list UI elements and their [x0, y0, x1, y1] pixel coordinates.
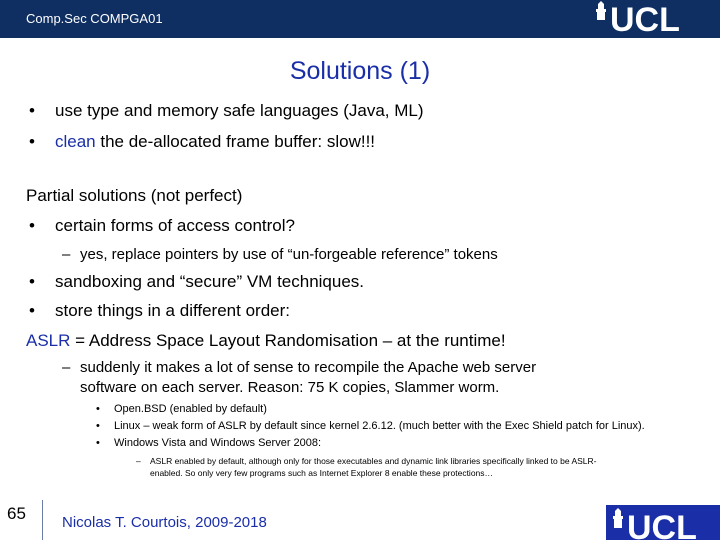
small-item-text: Windows Vista and Windows Server 2008: [114, 437, 322, 449]
dash-marker: – [62, 359, 71, 376]
list-item [29, 132, 375, 152]
list-item-text: store things in a different order: [55, 301, 290, 320]
footer-divider [42, 500, 43, 540]
bullet-marker: • [29, 272, 35, 291]
small-item-text: Open.BSD (enabled by default) [114, 403, 267, 415]
highlight-word: clean [55, 132, 96, 151]
header-bar [0, 0, 720, 38]
list-item [29, 101, 424, 121]
list-item-text: use type and memory safe languages (Java, ML) [55, 101, 424, 120]
list-item-text: certain forms of access control? [55, 216, 295, 235]
bullet-marker: • [96, 420, 100, 432]
tiny-item-text: ASLR enabled by default, although only for those executables and dynamic link libraries specifically linked to be ASLR- [150, 456, 597, 466]
sub-item [62, 359, 536, 376]
list-item [29, 272, 364, 292]
dash-marker: – [136, 456, 141, 466]
ucl-logo-text: UCL [610, 1, 680, 36]
small-list-item [96, 403, 267, 415]
list-item-text: the de-allocated frame buffer: slow!!! [95, 132, 376, 151]
aslr-text: = Address Space Layout Randomisation – at the runtime! [70, 331, 506, 350]
bullet-marker: • [29, 132, 35, 151]
sub-item-text: suddenly it makes a lot of sense to recompile the Apache web server [80, 359, 537, 376]
highlight-word: ASLR [26, 331, 71, 350]
sub-item-continuation: software on each server. Reason: 75 K copies, Slammer worm. [80, 379, 500, 396]
bullet-marker: • [29, 101, 35, 120]
sub-item [62, 246, 498, 263]
dash-marker: – [62, 246, 71, 263]
aslr-line [26, 331, 506, 351]
author-credit: Nicolas T. Courtois, 2009-2018 [62, 514, 267, 531]
tiny-sub-item [136, 456, 597, 466]
slide-title-text: Solutions (1) [289, 57, 431, 85]
bullet-marker: • [29, 301, 35, 320]
list-item [29, 301, 290, 321]
tiny-sub-item-continuation: enabled. So only very few programs such as Internet Explorer 8 enable these protections… [150, 468, 494, 478]
bullet-marker: • [96, 437, 100, 449]
small-list-item [96, 420, 645, 432]
bullet-marker: • [29, 216, 35, 235]
list-item [29, 216, 295, 236]
slide-title [0, 57, 720, 86]
ucl-footer-logo-icon [606, 505, 720, 540]
course-title: Comp.Sec COMPGA01 [26, 11, 163, 26]
small-list-item [96, 437, 321, 449]
page-number: 65 [7, 504, 26, 523]
list-item-text: sandboxing and “secure” VM techniques. [55, 272, 365, 291]
section-heading: Partial solutions (not perfect) [26, 186, 243, 205]
bullet-marker: • [96, 403, 100, 415]
ucl-logo-icon [590, 0, 700, 36]
sub-item-text: yes, replace pointers by use of “un-forgeable reference” tokens [80, 246, 498, 263]
ucl-footer-logo-text: UCL [627, 509, 697, 540]
small-item-text: Linux – weak form of ASLR by default since kernel 2.6.12. (much better with the Exec Shield patch for Linux). [114, 420, 645, 432]
